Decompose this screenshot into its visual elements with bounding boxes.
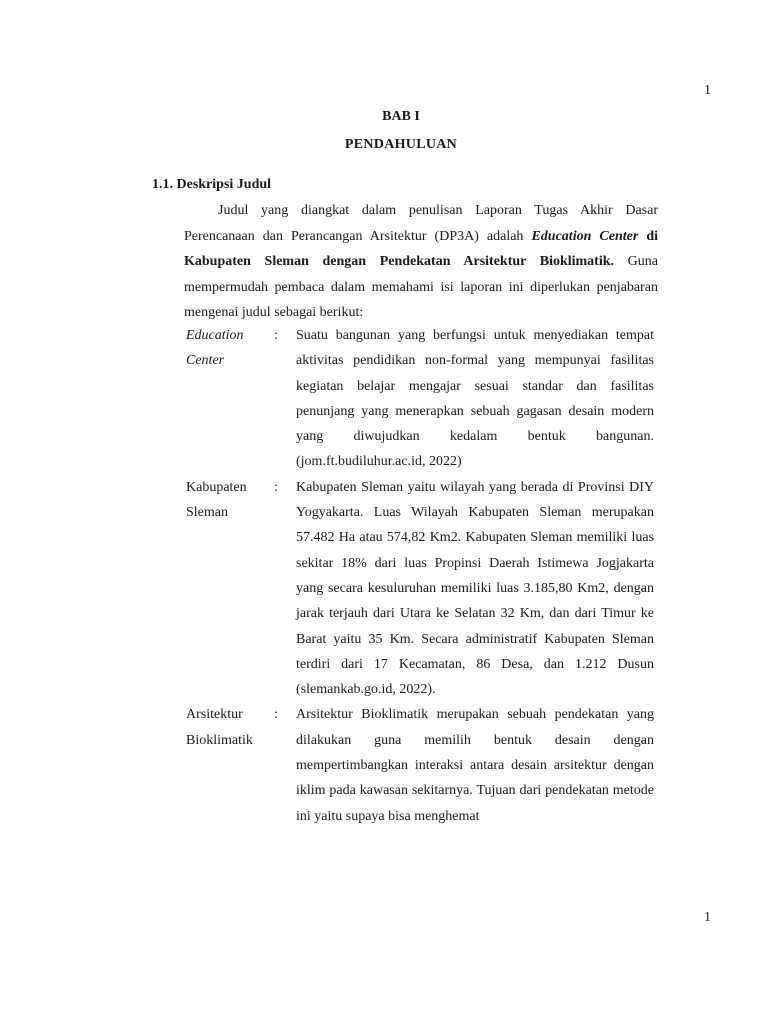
chapter-subtitle: PENDAHULUAN xyxy=(344,137,458,152)
chapter-title: BAB I xyxy=(382,109,420,124)
intro-emphasis-italic: Education Center xyxy=(531,228,639,244)
definition-description: Kabupaten Sleman yaitu wilayah yang berada di Provinsi DIY Yogyakarta. Luas Wilayah Kabupaten Sleman merupakan 57.482 Ha atau 574,82 Km2. Kabupaten Sleman memiliki luas sekitar 18% dari luas Propinsi Daerah Istimewa Jogjakarta yang secara kesuluruhan memiliki luas 3.185,80 Km2, dengan jarak terjauh dari Utara ke Selatan 32 Km, dan dari Timur ke Barat yaitu 35 Km. Secara administratif Kabupaten Sleman terdiri dari 17 Kecamatan, 86 Desa, dan 1.212 Dusun (slemankab.go.id, 2022). xyxy=(296,479,654,698)
definition-row xyxy=(186,702,654,828)
intro-text-start: Judul yang diangkat dalam penulisan Laporan Tugas Akhir Dasar Perencanaan dan Perancangan Arsitektur (DP3A) adalah xyxy=(184,203,658,244)
page-number-top: 1 xyxy=(704,83,711,98)
definition-row xyxy=(186,475,654,703)
definition-term: Kabupaten Sleman xyxy=(186,479,247,521)
definition-row xyxy=(186,323,654,475)
definition-term: Arsitektur Bioklimatik xyxy=(186,707,253,748)
definition-separator: : xyxy=(274,328,278,343)
definition-separator: : xyxy=(274,707,278,723)
definition-term: Education Center xyxy=(186,328,244,369)
intro-emphasis-bold: di Kabupaten Sleman dengan Pendekatan Arsitektur Bioklimatik. xyxy=(184,228,658,269)
section-heading: 1.1. Deskripsi Judul xyxy=(152,177,272,192)
intro-text-end: Guna mempermudah pembaca dalam memahami isi laporan ini diperlukan penjabaran mengenai judul sebagai berikut: xyxy=(184,254,658,320)
definition-list xyxy=(186,323,654,829)
definition-description: Arsitektur Bioklimatik merupakan sebuah pendekatan yang dilakukan guna memilih bentuk desain dengan mempertimbangkan interaksi antara desain arsitektur dengan iklim pada kawasan sekitarnya. Tujuan dari pendekatan metode ini yaitu supaya bisa menghemat xyxy=(296,707,654,824)
page-number-bottom: 1 xyxy=(704,910,711,925)
intro-paragraph xyxy=(184,198,658,326)
definition-separator: : xyxy=(274,479,278,495)
definition-description: Suatu bangunan yang berfungsi untuk menyediakan tempat aktivitas pendidikan non-formal yang mempunyai fasilitas kegiatan belajar mengajar sesuai standar dan fasilitas penunjang yang menerapkan sebuah gagasan desain modern yang diwujudkan kedalam bentuk bangunan. (jom.ft.budiluhur.ac.id, 2022) xyxy=(296,328,654,470)
